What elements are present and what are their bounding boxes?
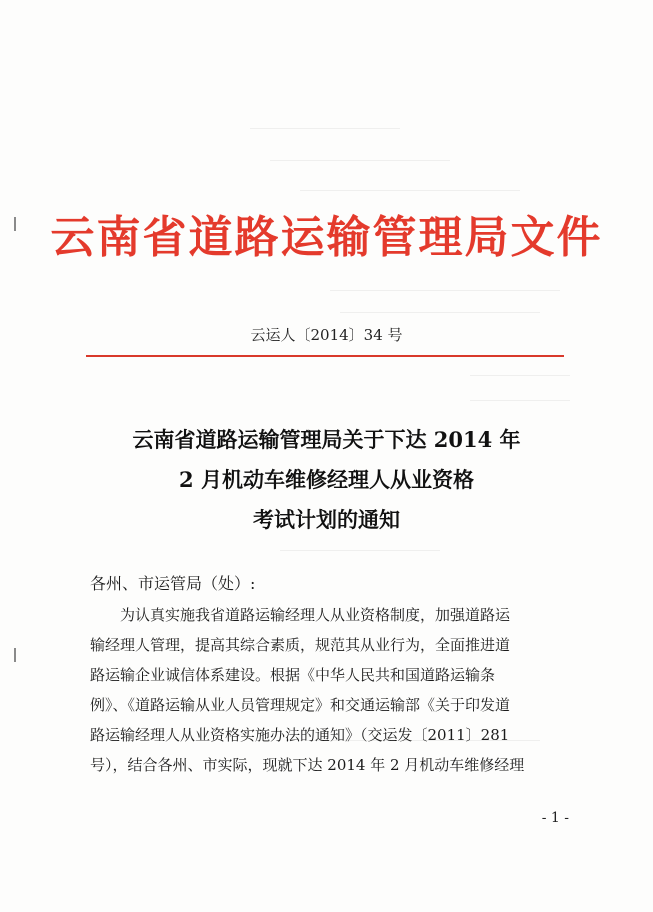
bleed-through-line: [250, 128, 400, 129]
bleed-through-line: [300, 190, 520, 191]
document-number: 云运人〔2014〕34 号: [250, 326, 403, 344]
bleed-through-line: [340, 312, 540, 313]
bleed-through-line: [470, 400, 570, 401]
body-line: 输经理人管理，提高其综合素质，规范其从业行为，全面推进道: [90, 636, 511, 654]
red-divider: [86, 355, 564, 357]
notice-title-line: 云南省道路运输管理局关于下达 2014 年: [132, 427, 521, 452]
bleed-through-line: [280, 550, 440, 551]
notice-title: [0, 420, 653, 540]
bleed-through-line: [330, 290, 560, 291]
page-number: - 1 -: [541, 810, 569, 826]
bleed-through-line: [270, 160, 450, 161]
margin-mark: [14, 648, 16, 662]
salutation: 各州、市运管局（处）:: [90, 574, 256, 593]
body-line: 路运输经理人从业资格实施办法的通知》（交运发〔2011〕281: [90, 726, 510, 744]
notice-title-line: 2 月机动车维修经理人从业资格: [179, 467, 474, 492]
body-line: 为认真实施我省道路运输经理人从业资格制度，加强道路运: [120, 606, 511, 624]
agency-title: 云南省道路运输管理局文件: [50, 212, 603, 263]
notice-title-line: 考试计划的通知: [253, 507, 400, 532]
body-line: 号），结合各州、市实际，现就下达 2014 年 2 月机动车维修经理: [90, 756, 525, 774]
body-paragraph: [90, 600, 568, 780]
bleed-through-line: [470, 375, 570, 376]
body-line: 例》、《道路运输从业人员管理规定》和交通运输部《关于印发道: [90, 696, 511, 714]
body-line: 路运输企业诚信体系建设。根据《中华人民共和国道路运输条: [90, 666, 496, 684]
